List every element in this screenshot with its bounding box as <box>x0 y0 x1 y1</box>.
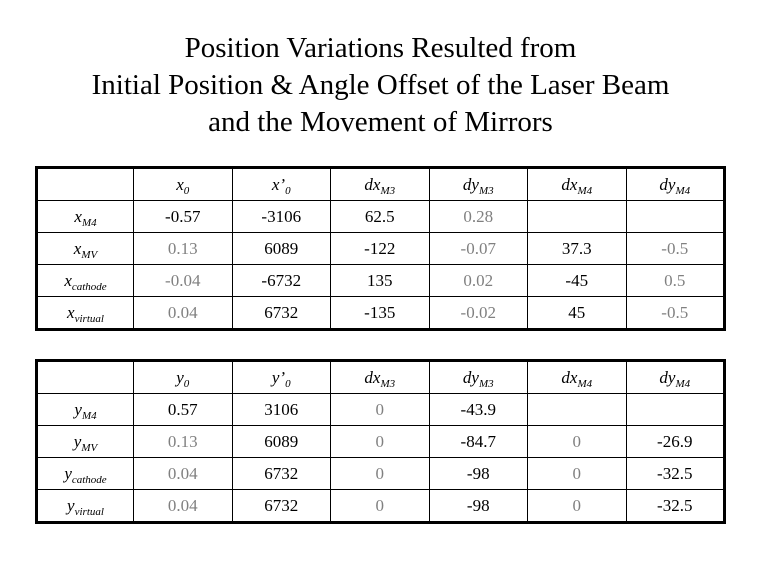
value-cell: 0 <box>331 490 430 523</box>
row-header-symbol: x <box>74 206 82 226</box>
value-cell: -98 <box>429 490 528 523</box>
column-header <box>528 168 627 201</box>
value-cell: -84.7 <box>429 426 528 458</box>
row-header-symbol: x <box>67 302 75 322</box>
column-header-subscript: 0 <box>183 184 190 197</box>
table-row <box>37 490 725 523</box>
corner-cell <box>37 361 134 394</box>
row-header-subscript: MV <box>81 441 98 454</box>
value-cell: -32.5 <box>626 458 725 490</box>
column-header-subscript: M3 <box>478 377 494 390</box>
value-cell <box>626 394 725 426</box>
header-row <box>37 361 725 394</box>
value-cell: 0.04 <box>134 490 233 523</box>
value-cell: 0.13 <box>134 426 233 458</box>
value-cell <box>528 394 627 426</box>
column-header-subscript: 0 <box>183 377 190 390</box>
value-cell: -6732 <box>232 265 331 297</box>
value-cell: -0.02 <box>429 297 528 330</box>
column-header-subscript: M3 <box>380 184 396 197</box>
table-row <box>37 201 725 233</box>
value-cell <box>528 201 627 233</box>
value-cell: 6732 <box>232 490 331 523</box>
row-header-subscript: virtual <box>74 505 104 518</box>
row-header <box>37 265 134 297</box>
table-row <box>37 426 725 458</box>
row-header-symbol: y <box>67 495 75 515</box>
value-cell: 0 <box>331 394 430 426</box>
column-header <box>528 361 627 394</box>
column-header <box>626 168 725 201</box>
table-row <box>37 394 725 426</box>
value-cell: -43.9 <box>429 394 528 426</box>
x-position-table <box>35 166 726 331</box>
column-header-symbol: x <box>176 174 184 194</box>
value-cell: -0.5 <box>626 233 725 265</box>
column-header-symbol: dx <box>561 367 578 387</box>
column-header-symbol: dy <box>462 174 479 194</box>
value-cell <box>626 201 725 233</box>
column-header-symbol: dy <box>659 367 676 387</box>
value-cell: 0.13 <box>134 233 233 265</box>
column-header <box>331 361 430 394</box>
value-cell: 0.02 <box>429 265 528 297</box>
title-line-1: Position Variations Resulted from <box>184 32 577 64</box>
value-cell: 0 <box>331 458 430 490</box>
value-cell: -3106 <box>232 201 331 233</box>
value-cell: 37.3 <box>528 233 627 265</box>
row-header-subscript: cathode <box>71 280 107 293</box>
corner-cell <box>37 168 134 201</box>
value-cell: 6089 <box>232 233 331 265</box>
value-cell: 0.5 <box>626 265 725 297</box>
column-header-symbol: y’ <box>271 367 286 387</box>
row-header-symbol: x <box>73 238 82 258</box>
row-header-symbol: y <box>73 431 82 451</box>
column-header-subscript: M3 <box>478 184 494 197</box>
row-header-symbol: x <box>64 270 72 290</box>
value-cell: -0.5 <box>626 297 725 330</box>
row-header-subscript: virtual <box>74 312 104 325</box>
table-row <box>37 458 725 490</box>
value-cell: 0.04 <box>134 297 233 330</box>
value-cell: 135 <box>331 265 430 297</box>
column-header-subscript: M4 <box>675 377 691 390</box>
row-header <box>37 426 134 458</box>
value-cell: 6089 <box>232 426 331 458</box>
column-header-symbol: dx <box>364 174 381 194</box>
value-cell: -32.5 <box>626 490 725 523</box>
value-cell: -122 <box>331 233 430 265</box>
title-line-2: Initial Position & Angle Offset of the Laser Beam <box>91 69 670 101</box>
value-cell: -26.9 <box>626 426 725 458</box>
column-header <box>429 168 528 201</box>
column-header-subscript: M4 <box>577 184 593 197</box>
row-header-subscript: cathode <box>71 473 107 486</box>
value-cell: 0.28 <box>429 201 528 233</box>
table-row <box>37 297 725 330</box>
column-header-subscript: M3 <box>380 377 396 390</box>
row-header <box>37 297 134 330</box>
column-header <box>331 168 430 201</box>
row-header <box>37 233 134 265</box>
value-cell: 0 <box>528 490 627 523</box>
column-header <box>232 168 331 201</box>
column-header-symbol: x’ <box>271 174 286 194</box>
value-cell: -135 <box>331 297 430 330</box>
row-header-subscript: M4 <box>81 216 97 229</box>
value-cell: 0 <box>528 426 627 458</box>
value-cell: 62.5 <box>331 201 430 233</box>
value-cell: 3106 <box>232 394 331 426</box>
column-header <box>134 361 233 394</box>
table-row <box>37 233 725 265</box>
column-header-subscript: M4 <box>675 184 691 197</box>
row-header-symbol: y <box>64 463 72 483</box>
column-header-symbol: dx <box>364 367 381 387</box>
row-header <box>37 201 134 233</box>
value-cell: 0 <box>331 426 430 458</box>
value-cell: 0 <box>528 458 627 490</box>
y-position-table <box>35 359 726 524</box>
value-cell: -0.07 <box>429 233 528 265</box>
slide-title <box>0 30 761 141</box>
row-header <box>37 394 134 426</box>
value-cell: -0.57 <box>134 201 233 233</box>
column-header-symbol: dy <box>462 367 479 387</box>
value-cell: 0.57 <box>134 394 233 426</box>
value-cell: -98 <box>429 458 528 490</box>
header-row <box>37 168 725 201</box>
value-cell: 0.04 <box>134 458 233 490</box>
column-header-subscript: 0 <box>285 184 291 197</box>
column-header-subscript: 0 <box>285 377 291 390</box>
column-header <box>429 361 528 394</box>
column-header-subscript: M4 <box>577 377 593 390</box>
value-cell: -0.04 <box>134 265 233 297</box>
column-header-symbol: y <box>176 367 184 387</box>
column-header-symbol: dy <box>659 174 676 194</box>
value-cell: -45 <box>528 265 627 297</box>
table-row <box>37 265 725 297</box>
row-header-subscript: M4 <box>81 409 97 422</box>
row-header-symbol: y <box>74 399 82 419</box>
row-header-subscript: MV <box>81 248 98 261</box>
value-cell: 6732 <box>232 297 331 330</box>
title-line-3: and the Movement of Mirrors <box>208 106 553 138</box>
row-header <box>37 490 134 523</box>
value-cell: 45 <box>528 297 627 330</box>
row-header <box>37 458 134 490</box>
column-header <box>232 361 331 394</box>
column-header <box>626 361 725 394</box>
value-cell: 6732 <box>232 458 331 490</box>
column-header-symbol: dx <box>561 174 578 194</box>
column-header <box>134 168 233 201</box>
